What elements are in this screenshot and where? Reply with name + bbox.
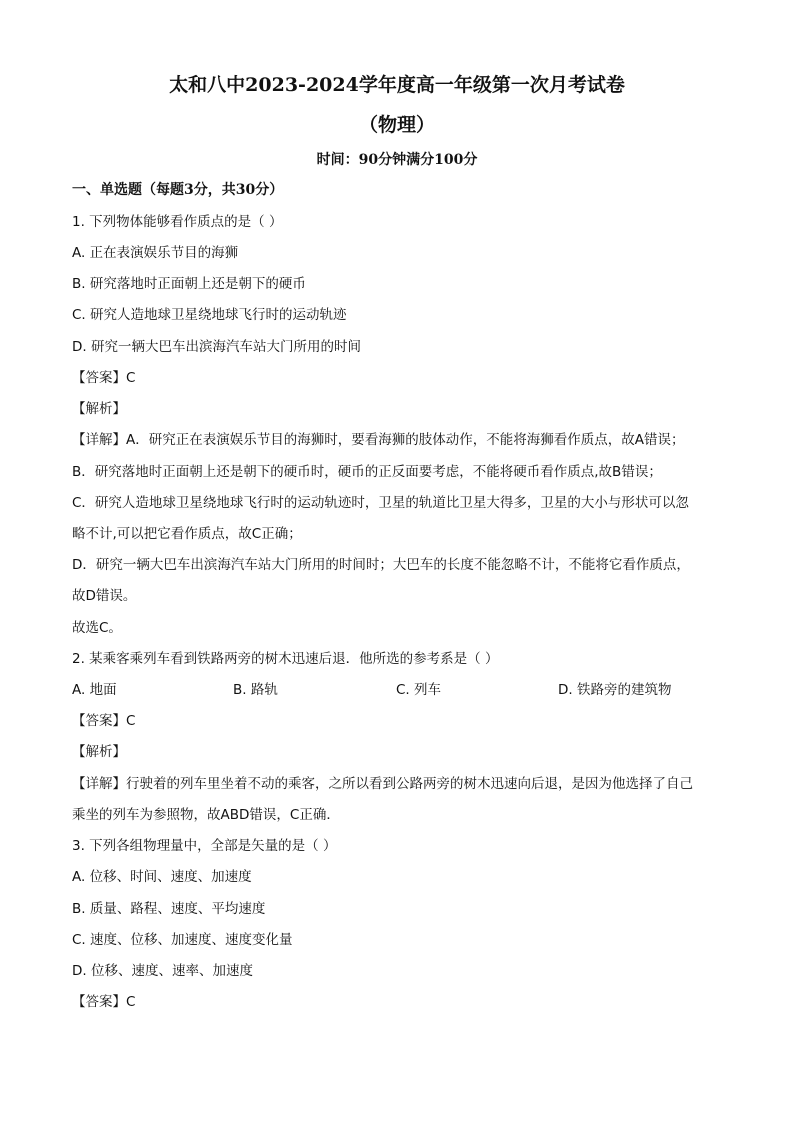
answer-value: C <box>126 370 136 386</box>
question-2-analysis-tag: 【解析】 <box>72 744 126 760</box>
answer-tag: 【答案】 <box>72 370 126 386</box>
answer-value: C <box>126 713 136 729</box>
question-1-stem: 1. 下列物体能够看作质点的是（ ） <box>72 214 283 230</box>
question-1-detail-line: 故D错误。 <box>72 588 137 604</box>
question-1-detail-line <box>72 431 684 449</box>
answer-tag: 【答案】 <box>72 994 126 1010</box>
page-subtitle: （物理） <box>358 114 435 136</box>
question-1-answer <box>72 369 135 387</box>
question-1-conclusion: 故选C。 <box>72 620 122 636</box>
answer-value: C <box>126 994 136 1010</box>
detail-text: A．研究正在表演娱乐节目的海狮时，要看海狮的肢体动作，不能将海狮看作质点，故A错误； <box>126 432 685 448</box>
question-2-detail-line <box>72 775 693 793</box>
section-heading: 一、单选题（每题3分，共30分） <box>72 182 284 198</box>
question-1-detail-line: 略不计,可以把它看作质点，故C正确； <box>72 526 302 542</box>
question-2-option-c: C. 列车 <box>396 682 442 698</box>
question-3-stem: 3. 下列各组物理量中，全部是矢量的是（ ） <box>72 838 337 854</box>
question-1-option-b: B. 研究落地时正面朝上还是朝下的硬币 <box>72 276 306 292</box>
question-1-option-a: A. 正在表演娱乐节目的海狮 <box>72 245 239 261</box>
question-1-detail-line: C．研究人造地球卫星绕地球飞行时的运动轨迹时，卫星的轨道比卫星大得多，卫星的大小与形状可以忽 <box>72 495 689 511</box>
question-2-stem: 2. 某乘客乘列车看到铁路两旁的树木迅速后退．他所选的参考系是（ ） <box>72 651 499 667</box>
detail-text: 行驶着的列车里坐着不动的乘客，之所以看到公路两旁的树木迅速向后退，是因为他选择了自己 <box>126 776 693 792</box>
question-1-detail-line: B．研究落地时正面朝上还是朝下的硬币时，硬币的正反面要考虑，不能将硬币看作质点,故B错误； <box>72 464 662 480</box>
question-2-option-d: D. 铁路旁的建筑物 <box>558 682 672 698</box>
question-3-option-a: A. 位移、时间、速度、加速度 <box>72 869 252 885</box>
question-1-detail-line: D．研究一辆大巴车出滨海汽车站大门所用的时间时；大巴车的长度不能忽略不计，不能将它看作质点， <box>72 557 690 573</box>
question-2-answer <box>72 712 135 730</box>
question-3-option-c: C. 速度、位移、加速度、速度变化量 <box>72 932 293 948</box>
question-3-option-b: B. 质量、路程、速度、平均速度 <box>72 901 266 917</box>
page-title: 太和八中2023-2024学年度高一年级第一次月考试卷 <box>169 74 625 96</box>
time-info: 时间：90分钟满分100分 <box>316 152 478 168</box>
question-2-option-a: A. 地面 <box>72 682 117 698</box>
question-1-option-d: D. 研究一辆大巴车出滨海汽车站大门所用的时间 <box>72 339 361 355</box>
question-1-option-c: C. 研究人造地球卫星绕地球飞行时的运动轨迹 <box>72 307 347 323</box>
question-3-option-d: D. 位移、速度、速率、加速度 <box>72 963 253 979</box>
answer-tag: 【答案】 <box>72 713 126 729</box>
detail-tag: 【详解】 <box>72 776 126 792</box>
question-3-answer <box>72 993 135 1011</box>
detail-tag: 【详解】 <box>72 432 126 448</box>
question-1-analysis-tag: 【解析】 <box>72 401 126 417</box>
question-2-option-b: B. 路轨 <box>233 682 278 698</box>
question-2-detail-line: 乘坐的列车为参照物，故ABD错误，C正确． <box>72 807 340 823</box>
